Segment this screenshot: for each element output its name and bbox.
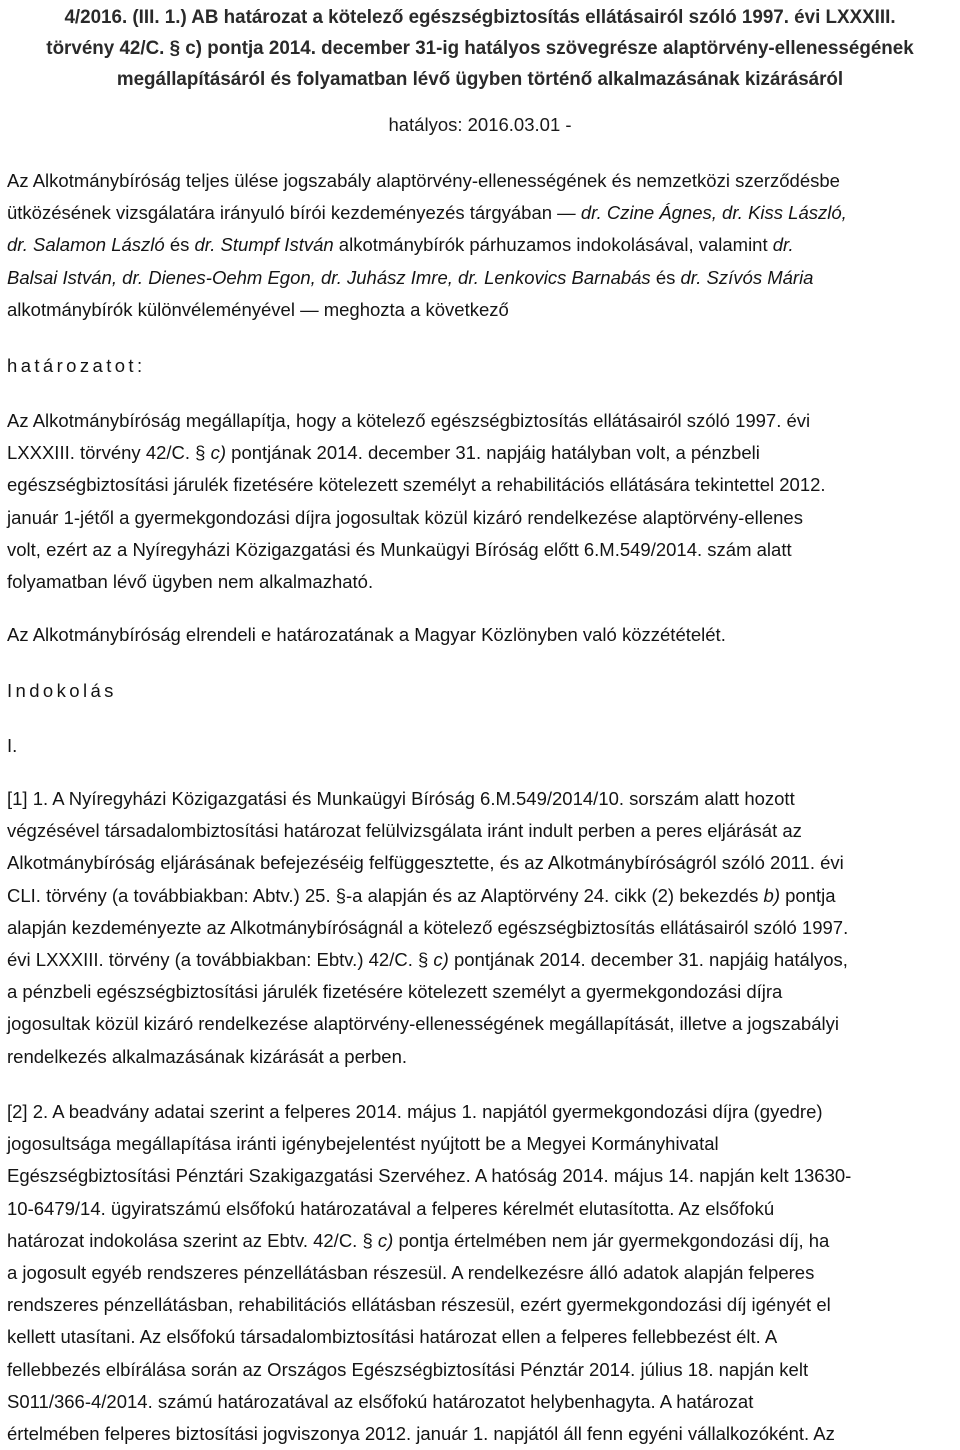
judge-name: dr. Salamon László — [7, 234, 165, 256]
text-line: S011/366-4/2014. számú határozatával az elsőfokú határozatot helybenhagyta. A határozat — [7, 1390, 754, 1412]
text-line: jogosultsága megállapítása iránti igénybejelentést nyújtott be a Megyei Kormányhivatal — [7, 1133, 719, 1155]
text-line: egészségbiztosítási járulék fizetésére kötelezett személyt a rehabilitációs ellátására tekintettel 2012. — [7, 474, 826, 496]
text-line: Az Alkotmánybíróság megállapítja, hogy a kötelező egészségbiztosítás ellátásairól szóló 1997. évi — [7, 410, 811, 431]
text-line: dr. Salamon László és dr. Stumpf István alkotmánybírók párhuzamos indokolásával, valamint dr. — [7, 234, 794, 256]
judge-names: Balsai István, dr. Dienes-Oehm Egon, dr. Juhász Imre, dr. Lenkovics Barnabás — [7, 266, 651, 288]
judge-name: dr. Stumpf István — [194, 234, 334, 256]
text-line: Egészségbiztosítási Pénztári Szakigazgatási Szervéhez. A hatóság 2014. május 14. napján kelt 13630- — [7, 1165, 852, 1187]
text-line: LXXXIII. törvény 42/C. § c) pontjának 2014. december 31. napjáig hatályban volt, a pénzbeli — [7, 442, 760, 464]
text-line: határozat indokolása szerint az Ebtv. 42/C. § c) pontja értelmében nem jár gyermekgondozási díj, ha — [7, 1229, 830, 1251]
text-line: végzésével társadalombiztosítási határozat felülvizsgálata iránt indult perben a peres eljárását az — [7, 820, 802, 842]
text-line: fellebbezés elbírálása során az Országos Egészségbiztosítási Pénztár 2014. július 18. napján kelt — [7, 1358, 809, 1380]
text-line: jogosultak közül kizáró rendelkezése alaptörvény-ellenességének megállapítását, illetve a jogszabályi — [7, 1013, 839, 1035]
ruling-paragraph — [7, 405, 826, 598]
paragraph-1 — [7, 783, 848, 1073]
text-line: értelmében felperes biztosítási jogviszonya 2012. január 1. napjától áll fenn egyéni vállalkozóként. Az — [7, 1422, 835, 1444]
text-line: ütközésének vizsgálatára irányuló bírói kezdeményezés tárgyában — dr. Czine Ágnes, dr. Kiss László, — [7, 202, 847, 224]
title-line: törvény 42/C. § c) pontja 2014. december 31-ig hatályos szövegrésze alaptörvény-ellenességének — [46, 38, 914, 59]
text-line: Az Alkotmánybíróság teljes ülése jogszabály alaptörvény-ellenességének és nemzetközi szerződésbe — [7, 170, 840, 191]
text-line: [1] 1. A Nyíregyházi Közigazgatási és Munkaügyi Bíróság 6.M.549/2014/10. sorszám alatt hozott — [7, 788, 795, 809]
paragraph-2 — [7, 1096, 851, 1450]
text-line: 10-6479/14. ügyiratszámú elsőfokú határozatával a felperes kérelmét elutasította. Az elsőfokú — [7, 1197, 775, 1219]
text-line: rendelkezés alkalmazásának kizárását a perben. — [7, 1045, 408, 1067]
text-line: január 1-jétől a gyermekgondozási díjra jogosultak közül kizáró rendelkezése alaptörvény-ellenes — [7, 506, 803, 528]
text-line: kellett utasítani. Az elsőfokú társadalombiztosítási határozat ellen a felperes fellebbezést élt. A — [7, 1326, 778, 1348]
title-line: 4/2016. (III. 1.) AB határozat a kötelező egészségbiztosítás ellátásairól szóló 1997. évi LXXXIII. — [64, 7, 896, 28]
text-line: évi LXXXIII. törvény (a továbbiakban: Ebtv.) 42/C. § c) pontjának 2014. december 31. napjáig hatályos, — [7, 948, 848, 970]
text-line: rendszeres pénzellátásban, rehabilitációs ellátásban részesül, ezért gyermekgondozási díj igényét el — [7, 1294, 831, 1316]
text-line: a jogosult egyéb rendszeres pénzellátásban részesül. A rendelkezésre álló adatok alapján felperes — [7, 1261, 815, 1283]
text-line: folyamatban lévő ügyben nem alkalmazható. — [7, 570, 374, 592]
reasoning-heading: Indokolás — [7, 680, 117, 701]
publication-paragraph: Az Alkotmánybíróság elrendeli e határozatának a Magyar Közlönyben való közzétételét. — [7, 624, 726, 645]
effective-date: hatályos: 2016.03.01 - — [388, 114, 572, 135]
text-line: Alkotmánybíróság eljárásának befejezéséig felfüggesztette, és az Alkotmánybíróságról szóló 2011. évi — [7, 852, 844, 874]
judge-name: dr. Szívós Mária — [680, 266, 814, 288]
text-line: [2] 2. A beadvány adatai szerint a felperes 2014. május 1. napjától gyermekgondozási díjra (gyedre) — [7, 1101, 823, 1122]
text-line: volt, ezért az a Nyíregyházi Közigazgatási és Munkaügyi Bíróság előtt 6.M.549/2014. szám alatt — [7, 538, 792, 560]
text-line: alkotmánybírók különvéleményével — meghozta a következő — [7, 298, 509, 320]
text-line: alapján kezdeményezte az Alkotmánybíróságnál a kötelező egészségbiztosítás ellátásairól szóló 1997. — [7, 916, 849, 938]
document-title — [0, 2, 960, 95]
text-line: a pénzbeli egészségbiztosítási járulék fizetésére kötelezett személyt a gyermekgondozási díjra — [7, 981, 783, 1003]
text-line: Balsai István, dr. Dienes-Oehm Egon, dr. Juhász Imre, dr. Lenkovics Barnabás és dr. Szívós Mária — [7, 266, 814, 288]
decision-heading: határozatot: — [7, 355, 146, 376]
judge-names: dr. Czine Ágnes, dr. Kiss László, — [580, 202, 847, 224]
section-number: I. — [7, 735, 18, 756]
intro-paragraph — [7, 165, 847, 326]
title-line: megállapításáról és folyamatban lévő ügyben történő alkalmazásának kizárásáról — [116, 69, 844, 90]
text-line: CLI. törvény (a továbbiakban: Abtv.) 25. §-a alapján és az Alaptörvény 24. cikk (2) bekezdés b) pontja — [7, 884, 836, 906]
